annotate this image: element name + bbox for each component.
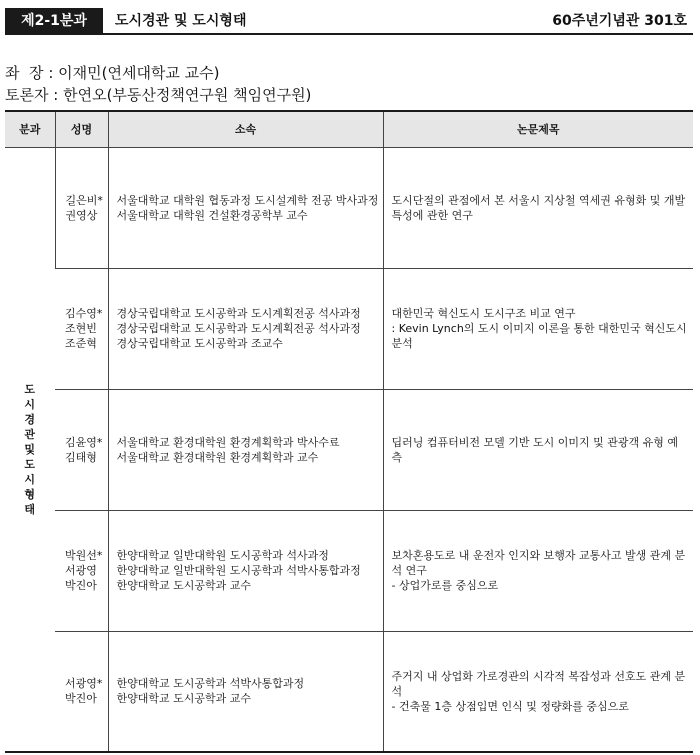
session-badge: 제2-1분과: [5, 8, 103, 34]
author-name: 조준혁: [65, 337, 97, 350]
author-name: 박진아: [65, 579, 97, 592]
discussant-separator: :: [53, 86, 64, 104]
table-row: [5, 268, 693, 389]
names-cell: [55, 389, 108, 510]
table-header-row: [5, 111, 693, 147]
paper-title: 대한민국 혁신도시 도시구조 비교 연구: [391, 307, 576, 320]
author-name: 김수영*: [65, 307, 103, 320]
header-division: 분과: [5, 111, 55, 147]
session-header: [5, 8, 693, 34]
paper-cell: [383, 510, 693, 631]
affiliation-line: 경상국립대학교 도시공학과 조교수: [116, 337, 283, 350]
author-name: 김태형: [65, 450, 97, 464]
affiliation-line: 경상국립대학교 도시공학과 도시계획전공 석사과정: [116, 307, 361, 320]
discussant-row: [5, 84, 311, 106]
affiliation-line: 한양대학교 도시공학과 석박사통합과정: [116, 677, 305, 691]
discussant-label: 토론자: [5, 86, 49, 104]
affiliation-line: 한양대학교 일반대학원 도시공학과 석사과정: [116, 549, 329, 562]
author-name: 길은비*: [65, 193, 103, 207]
session-room: 60주년기념관 301호: [552, 13, 687, 29]
table-row: [5, 147, 693, 268]
author-name: 박원선*: [65, 549, 103, 562]
affiliation-cell: [108, 268, 383, 389]
author-name: 서광영: [65, 564, 97, 577]
affiliation-line: 서울대학교 환경대학원 환경계획학과 교수: [116, 450, 319, 464]
paper-subtitle: - 상업가로를 중심으로: [391, 579, 499, 592]
session-table: [5, 110, 693, 753]
paper-subtitle: - 건축물 1층 상점입면 인식 및 정량화를 중심으로: [391, 699, 629, 713]
author-name: 권영상: [65, 208, 98, 222]
paper-title: 딥러닝 컴퓨터비전 모델 기반 도시 이미지 및 관광객 유형 예측: [391, 435, 678, 464]
affiliation-line: 서울대학교 환경대학원 환경계획학과 박사수료: [116, 435, 340, 449]
table-row: [5, 631, 693, 752]
chair-info: [5, 62, 311, 106]
chair-row: [5, 62, 311, 84]
paper-cell: [383, 268, 693, 389]
names-cell: [55, 268, 108, 389]
chair-label: 좌 장: [5, 64, 44, 82]
paper-cell: [383, 389, 693, 510]
header-rule: [5, 33, 693, 35]
affiliation-line: 한양대학교 도시공학과 교수: [116, 692, 252, 706]
affiliation-line: 서울대학교 대학원 건설환경공학부 교수: [116, 208, 308, 222]
paper-cell: [383, 147, 693, 268]
header-affiliation: 소속: [108, 111, 383, 147]
affiliation-cell: [108, 510, 383, 631]
author-name: 김윤영*: [65, 435, 103, 449]
affiliation-line: 서울대학교 대학원 협동과정 도시설계학 전공 박사과정: [116, 193, 379, 207]
paper-title: 주거지 내 상업화 가로경관의 시각적 복잡성과 선호도 관계 분석: [391, 669, 686, 698]
header-name: 성명: [55, 111, 108, 147]
chair-separator: :: [48, 64, 59, 82]
chair-value: 이재민(연세대학교 교수): [58, 64, 220, 82]
affiliation-cell: [108, 631, 383, 752]
names-cell: [55, 147, 108, 268]
author-name: 서광영*: [65, 677, 103, 691]
affiliation-line: 한양대학교 일반대학원 도시공학과 석박사통합과정: [116, 564, 361, 577]
session-title: 도시경관 및 도시형태: [115, 13, 247, 29]
paper-subtitle: : Kevin Lynch의 도시 이미지 이론을 통한 대한민국 혁신도시 분석: [391, 322, 687, 350]
header-paper-title: 논문제목: [383, 111, 693, 147]
discussant-value: 한연오(부동산정책연구원 책임연구원): [63, 86, 312, 104]
names-cell: [55, 631, 108, 752]
author-name: 박진아: [65, 692, 97, 706]
affiliation-line: 경상국립대학교 도시공학과 도시계획전공 석사과정: [116, 322, 361, 335]
paper-title: 보차혼용도로 내 운전자 인지와 보행자 교통사고 발생 관계 분석 연구: [391, 549, 686, 577]
division-label: 도시경관 및 도시형태: [24, 382, 36, 516]
paper-title: 도시단절의 관점에서 본 서울시 지상철 역세권 유형화 및 개발특성에 관한 연구: [391, 193, 686, 222]
affiliation-cell: [108, 389, 383, 510]
author-name: 조현빈: [65, 322, 97, 335]
affiliation-cell: [108, 147, 383, 268]
paper-cell: [383, 631, 693, 752]
division-cell: [5, 147, 55, 752]
table-row: [5, 510, 693, 631]
table-row: [5, 389, 693, 510]
affiliation-line: 한양대학교 도시공학과 교수: [116, 579, 252, 592]
names-cell: [55, 510, 108, 631]
